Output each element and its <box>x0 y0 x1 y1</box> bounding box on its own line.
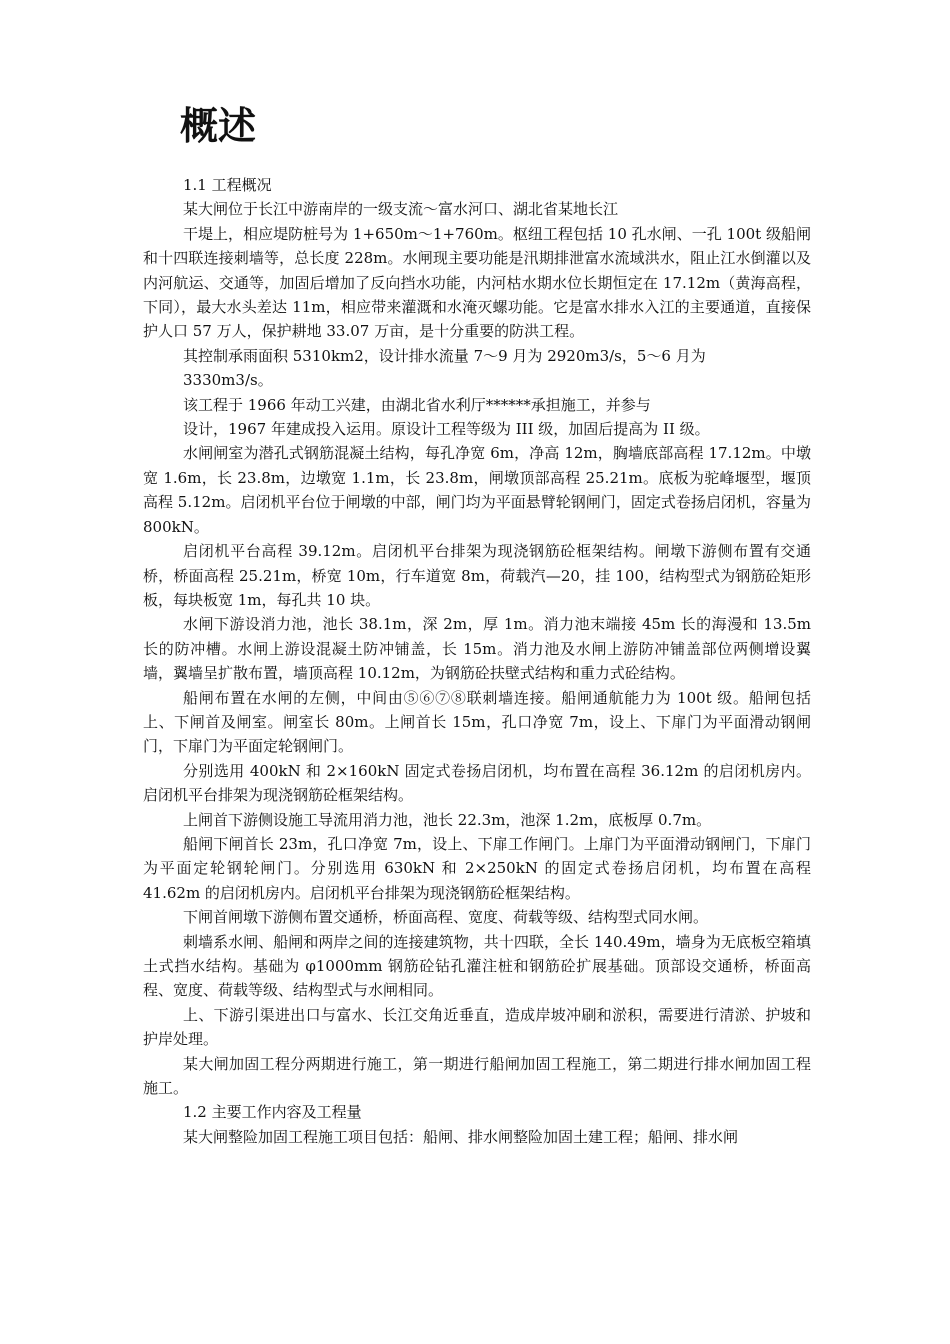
paragraph: 启闭机平台高程 39.12m。启闭机平台排架为现浇钢筋砼框架结构。闸墩下游侧布置有交通桥，桥面高程 25.21m，桥宽 10m，行车道宽 8m，荷载汽—20，挂 100，结构型式为钢筋砼矩形板，每块板宽 1m，每孔共 10 块。 <box>143 542 811 609</box>
section-heading: 1.1 工程概况 <box>183 176 272 194</box>
paragraph: 某大闸整险加固工程施工项目包括：船闸、排水闸整险加固土建工程；船闸、排水闸 <box>183 1127 739 1146</box>
paragraph: 船闸布置在水闸的左侧，中间由⑤⑥⑦⑧联刺墙连接。船闸通航能力为 100t 级。船闸包括上、下闸首及闸室。闸室长 80m。上闸首长 15m，孔口净宽 7m，设上、下扉门为平面滑动钢闸门，下扉门为平面定轮钢闸门。 <box>143 688 811 756</box>
paragraph: 该工程于 1966 年动工兴建，由湖北省水利厅******承担施工，并参与 <box>183 395 651 414</box>
paragraph: 下闸首闸墩下游侧布置交通桥，桥面高程、宽度、荷载等级、结构型式同水闸。 <box>183 908 709 927</box>
paragraph: 分别选用 400kN 和 2×160kN 固定式卷扬启闭机，均布置在高程 36.12m 的启闭机房内。启闭机平台排架为现浇钢筋砼框架结构。 <box>143 761 811 805</box>
document-body <box>143 173 811 1149</box>
paragraph: 设计，1967 年建成投入运用。原设计工程等级为 III 级，加固后提高为 II 级。 <box>183 420 710 439</box>
paragraph: 水闸闸室为潜孔式钢筋混凝土结构，每孔净宽 6m，净高 12m，胸墙底部高程 17.12m。中墩宽 1.6m，长 23.8m，边墩宽 1.1m，长 23.8m，闸墩顶部高程 25.21m。底板为驼峰堰型，堰顶高程 5.12m。启闭机平台位于闸墩的中部，闸门均为平面悬臂轮钢闸门，固定式卷扬启闭机，容量为 800kN。 <box>143 444 811 536</box>
paragraph: 干堤上，相应堤防桩号为 1+650m～1+760m。枢纽工程包括 10 孔水闸、一孔 100t 级船闸和十四联连接刺墙等，总长度 228m。水闸现主要功能是汛期排泄富水流域洪水，阻止江水倒灌以及内河航运、交通等，加固后增加了反向挡水功能，内河枯水期水位长期恒定在 17.12m（黄海高程，下同），最大水头差达 11m，相应带来灌溉和水淹灭螺功能。它是富水排水入江的主要通道，直接保护人口 57 万人，保护耕地 33.07 万亩，是十分重要的防洪工程。 <box>143 224 811 341</box>
paragraph: 3330m3/s。 <box>183 371 273 390</box>
paragraph: 其控制承雨面积 5310km2，设计排水流量 7～9 月为 2920m3/s，5～6 月为 <box>183 346 706 365</box>
paragraph: 水闸下游设消力池，池长 38.1m，深 2m，厚 1m。消力池末端接 45m 长的海漫和 13.5m 长的防冲槽。水闸上游设混凝土防冲铺盖，长 15m。消力池及水闸上游防冲铺盖部位两侧增设翼墙，翼墙呈扩散布置，墙顶高程 10.12m，为钢筋砼扶壁式结构和重力式砼结构。 <box>143 615 811 683</box>
paragraph: 刺墙系水闸、船闸和两岸之间的连接建筑物，共十四联，全长 140.49m，墙身为无底板空箱填土式挡水结构。基础为 φ1000mm 钢筋砼钻孔灌注桩和钢筋砼扩展基础。顶部设交通桥，桥面高程、宽度、荷载等级、结构型式与水闸相同。 <box>143 932 811 1000</box>
paragraph: 上闸首下游侧设施工导流用消力池，池长 22.3m，池深 1.2m，底板厚 0.7m。 <box>183 810 712 829</box>
paragraph: 上、下游引渠进出口与富水、长江交角近垂直，造成岸坡冲刷和淤积，需要进行清淤、护坡和护岸处理。 <box>143 1005 811 1049</box>
paragraph: 船闸下闸首长 23m，孔口净宽 7m，设上、下扉工作闸门。上扉门为平面滑动钢闸门，下扉门为平面定轮钢轮闸门。分别选用 630kN 和 2×250kN 的固定式卷扬启闭机，均布置在高程 41.62m 的启闭机房内。启闭机平台排架为现浇钢筋砼框架结构。 <box>143 834 811 902</box>
page-title: 概述 <box>180 104 257 148</box>
paragraph: 某大闸位于长江中游南岸的一级支流～富水河口、湖北省某地长江 <box>183 200 619 219</box>
paragraph: 某大闸加固工程分两期进行施工，第一期进行船闸加固工程施工，第二期进行排水闸加固工程施工。 <box>143 1054 811 1098</box>
section-heading: 1.2 主要工作内容及工程量 <box>183 1103 362 1122</box>
